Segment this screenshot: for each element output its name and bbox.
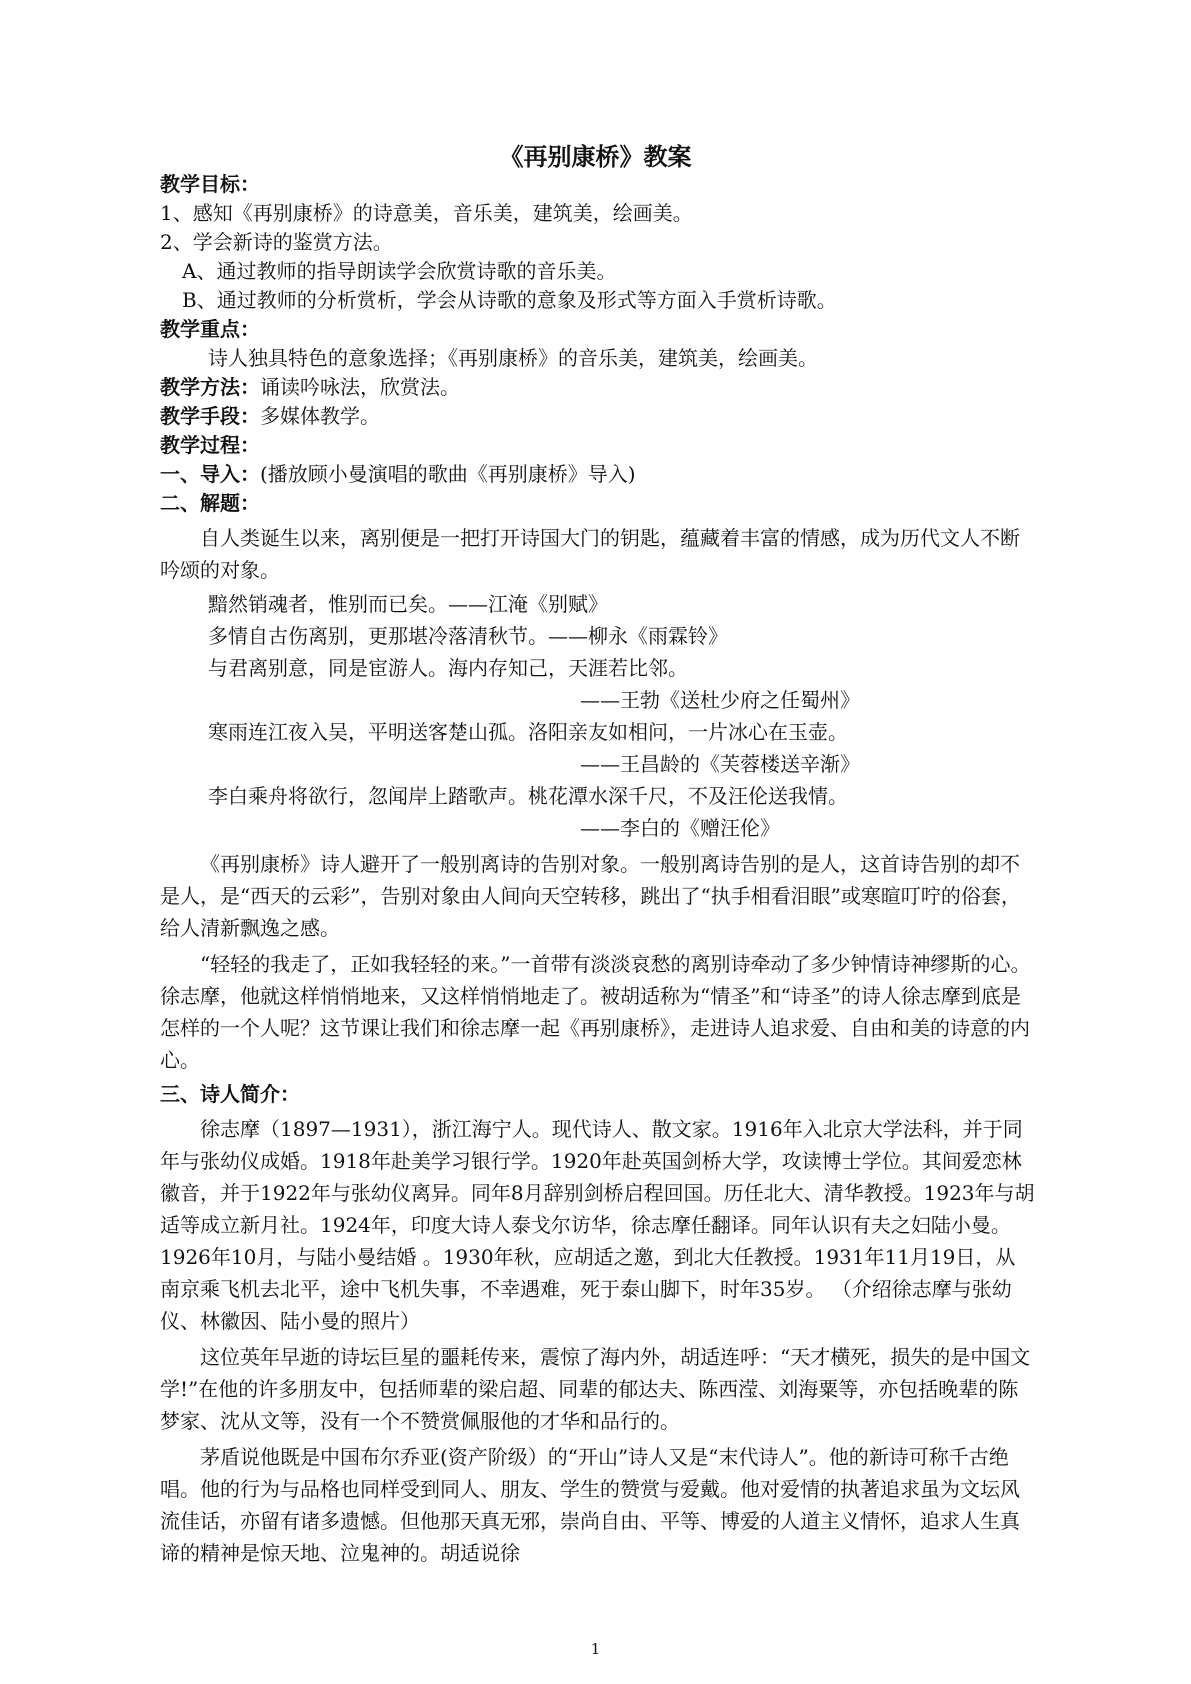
explain-paragraph: 《再别康桥》诗人避开了一般别离诗的告别对象。一般别离诗告别的是人，这首诗告别的却不是人，是“西天的云彩”，告别对象由人间向天空转移，跳出了“执手相看泪眼”或寒暄叮咛的俗套，给人清新飘逸之感。	[160, 852, 1021, 940]
means-line	[160, 402, 1035, 431]
objectives-heading: 教学目标：	[160, 172, 260, 196]
intro-heading: 一、导入：	[160, 462, 260, 486]
objective-subitem: B、通过教师的分析赏析，学会从诗歌的意象及形式等方面入手赏析诗歌。	[182, 288, 837, 312]
explain-heading: 二、解题：	[160, 491, 260, 515]
quote-line: 寒雨连江夜入吴，平明送客楚山孤。洛阳亲友如相问，一片冰心在玉壶。	[208, 720, 848, 744]
method-line	[160, 373, 1035, 402]
explain-paragraph: 自人类诞生以来，离别便是一把打开诗国大门的钥匙，蕴藏着丰富的情感，成为历代文人不断吟颂的对象。	[160, 526, 1020, 582]
means-text: 多媒体教学。	[260, 404, 380, 428]
method-text: 诵读吟咏法，欣赏法。	[260, 375, 460, 399]
page-number: 1	[590, 1640, 601, 1658]
quote-line: 黯然销魂者，惟别而已矣。——江淹《别赋》	[208, 592, 608, 616]
document-body	[160, 170, 1035, 1569]
poet-paragraph: 徐志摩（1897—1931），浙江海宁人。现代诗人、散文家。1916年入北京大学法科，并于同年与张幼仪成婚。1918年赴美学习银行学。1920年赴英国剑桥大学，攻读博士学位。其间爱恋林徽音，并于1922年与张幼仪离异。同年8月辞别剑桥启程回国。历任北大、清华教授。1923年与胡适等成立新月社。1924年，印度大诗人泰戈尔访华，徐志摩任翻译。同年认识有夫之妇陆小曼。1926年10月，与陆小曼结婚 。1930年秋，应胡适之邀，到北大任教授。1931年11月19日，从南京乘飞机去北平，途中飞机失事，不幸遇难，死于泰山脚下，时年35岁。 （介绍徐志摩与张幼仪、林徽因、陆小曼的照片）	[160, 1117, 1035, 1333]
focus-text: 诗人独具特色的意象选择；《再别康桥》的音乐美，建筑美，绘画美。	[208, 346, 818, 370]
quote-source: ——王勃《送杜少府之任蜀州》	[580, 688, 860, 712]
intro-text: (播放顾小曼演唱的歌曲《再别康桥》导入)	[260, 462, 636, 486]
objective-subitem: A、通过教师的指导朗读学会欣赏诗歌的音乐美。	[182, 259, 617, 283]
method-heading: 教学方法：	[160, 375, 260, 399]
quote-line: 与君离别意，同是宦游人。海内存知己，天涯若比邻。	[208, 656, 688, 680]
focus-heading: 教学重点：	[160, 317, 260, 341]
quote-source: ——王昌龄的《芙蓉楼送辛渐》	[580, 752, 860, 776]
quote-line: 李白乘舟将欲行，忽闻岸上踏歌声。桃花潭水深千尺，不及汪伦送我情。	[208, 784, 848, 808]
poet-paragraph: 这位英年早逝的诗坛巨星的噩耗传来，震惊了海内外，胡适连呼：“天才横死，损失的是中国文学!”在他的许多朋友中，包括师辈的梁启超、同辈的郁达夫、陈西滢、刘海粟等，亦包括晚辈的陈梦家、沈从文等，没有一个不赞赏佩服他的才华和品行的。	[160, 1345, 1031, 1433]
quote-line: 多情自古伤离别，更那堪冷落清秋节。——柳永《雨霖铃》	[208, 624, 728, 648]
poet-paragraph: 茅盾说他既是中国布尔乔亚(资产阶级）的“开山”诗人又是“末代诗人”。他的新诗可称千古绝唱。他的行为与品格也同样受到同人、朋友、学生的赞赏与爱戴。他对爱情的执著追求虽为文坛风流佳话，亦留有诸多遗憾。但他那天真无邪，崇尚自由、平等、博爱的人道主义情怀，追求人生真谛的精神是惊天地、泣鬼神的。胡适说徐	[160, 1445, 1020, 1565]
objective-item: 2、学会新诗的鉴赏方法。	[160, 230, 393, 254]
poet-heading: 三、诗人简介：	[160, 1082, 300, 1106]
quote-source: ——李白的《赠汪伦》	[580, 816, 780, 840]
process-heading: 教学过程：	[160, 433, 260, 457]
means-heading: 教学手段：	[160, 404, 260, 428]
intro-line	[160, 460, 1035, 489]
explain-paragraph: “轻轻的我走了，正如我轻轻的来。”一首带有淡淡哀愁的离别诗牵动了多少钟情诗神缪斯的心。徐志摩，他就这样悄悄地来，又这样悄悄地走了。被胡适称为“情圣”和“诗圣”的诗人徐志摩到底是怎样的一个人呢？这节课让我们和徐志摩一起《再别康桥》，走进诗人追求爱、自由和美的诗意的内心。	[160, 952, 1031, 1072]
objective-item: 1、感知《再别康桥》的诗意美，音乐美，建筑美，绘画美。	[160, 201, 693, 225]
document-title: 《再别康桥》教案	[499, 143, 692, 171]
